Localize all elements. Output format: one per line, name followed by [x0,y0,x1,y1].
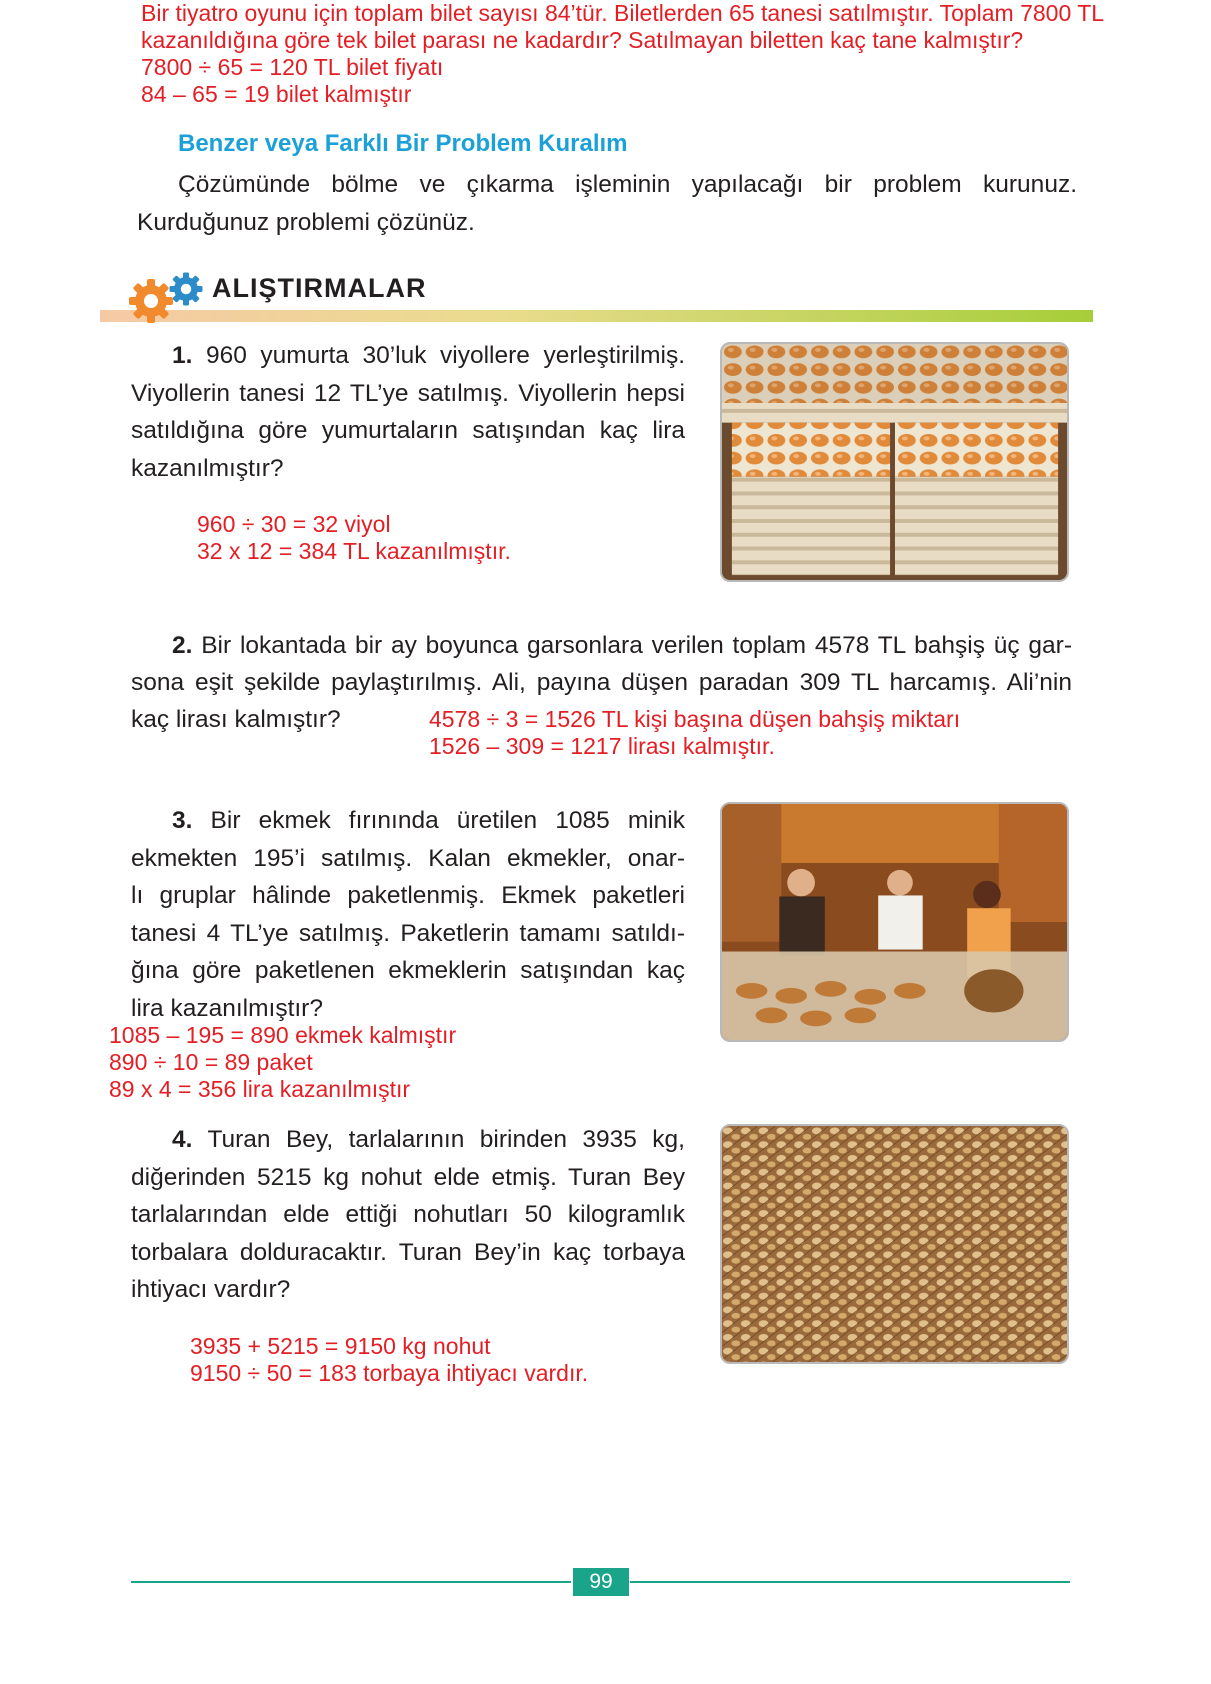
exercise-3-line-1: Bir ekmek fırınında üretilen 1085 minik [210,807,685,834]
exercise-1-question [131,337,685,487]
exercise-1-text: 960 yumurta 30’luk viyollere yerleştirilmiş. Viyollerin tanesi 12 TL’ye satılmış. Viyollerin hepsi satıldığına göre yumurtaların satışından kaç lira kazanılmıştır? [131,342,686,482]
exercise-1-answer-1: 960 ÷ 30 = 32 viyol [197,511,391,537]
exercise-3-answer-2: 890 ÷ 10 = 89 paket [109,1049,313,1075]
exercise-3-line-3: lı gruplar hâlinde paketlenmiş. Ekmek paketleri [131,882,685,909]
exercise-2-text-1: Bir lokantada bir ay boyunca garsonlara verilen toplam 4578 TL bahşiş üç gar- [201,632,1072,659]
footer-rule-left [131,1581,571,1583]
intro-line-2: kazanıldığına göre tek bilet parası ne kadardır? Satılmayan biletten kaç tane kalmıştır? [141,27,1024,53]
egg-trays-photo [720,342,1069,582]
exercise-3-line-2: ekmekten 195’i satılmış. Kalan ekmekler, onar- [131,844,685,872]
exercise-4-line-1: Turan Bey, tarlalarının birinden 3935 kg, [207,1126,685,1153]
exercise-3-line-5: ğına göre paketlenen ekmeklerin satışından kaç [131,957,685,984]
exercise-4-line-5: ihtiyacı vardır? [131,1276,291,1303]
exercise-3-number: 3. [172,807,193,834]
exercises-band [100,310,1093,322]
exercise-4-line-3: tarlalarından elde ettiği nohutları 50 kilogramlık [131,1201,685,1228]
exercise-2-answer-1: 4578 ÷ 3 = 1526 TL kişi başına düşen bahşiş miktarı [429,706,961,732]
section-text: Çözümünde bölme ve çıkarma işleminin yapılacağı bir problem kurunuz. Kurduğunuz problemi çözünüz. [137,171,1077,236]
exercise-3-line-4: tanesi 4 TL’ye satılmış. Paketlerin tamamı satıldı- [131,919,685,947]
exercise-1-number: 1. [172,342,193,369]
exercise-4-line-2: diğerinden 5215 kg nohut elde etmiş. Turan Bey [131,1163,685,1191]
exercise-3-line-6: lira kazanılmıştır? [131,994,323,1022]
page-number: 99 [573,1568,629,1596]
footer-rule-right [630,1581,1070,1583]
exercise-3-question [131,802,685,1027]
exercise-2-line-2: sona eşit şekilde paylaştırılmış. Ali, payına düşen paradan 309 TL harcamış. Ali’nin [131,669,1072,696]
exercise-3-answer-3: 89 x 4 = 356 lira kazanılmıştır [109,1076,411,1102]
gear-blue-icon [168,271,204,307]
exercise-1-answer-2: 32 x 12 = 384 TL kazanılmıştır. [197,538,511,564]
section-title: Benzer veya Farklı Bir Problem Kuralım [178,130,628,157]
exercise-2-line-3: kaç lirası kalmıştır? [131,706,341,733]
exercise-2-answer-2: 1526 – 309 = 1217 lirası kalmıştır. [429,733,775,759]
exercises-title: ALIŞTIRMALAR [212,273,427,303]
bakery-photo [720,802,1069,1042]
exercise-3-answer-1: 1085 – 195 = 890 ekmek kalmıştır [109,1022,457,1048]
exercise-4-line-4: torbalara dolduracaktır. Turan Bey’in kaç torbaya [131,1238,685,1266]
intro-line-1: Bir tiyatro oyunu için toplam bilet sayısı 84’tür. Biletlerden 65 tanesi satılmıştır. Toplam 7800 TL [141,0,1105,26]
exercise-2-line-1 [131,627,1072,665]
exercise-4-answer-2: 9150 ÷ 50 = 183 torbaya ihtiyacı vardır. [190,1360,589,1386]
exercise-4-answer-1: 3935 + 5215 = 9150 kg nohut [190,1333,491,1359]
exercise-4-question [131,1121,685,1309]
intro-line-3: 7800 ÷ 65 = 120 TL bilet fiyatı [141,54,444,80]
exercise-2-number: 2. [172,632,193,659]
exercise-4-number: 4. [172,1126,193,1153]
intro-line-4: 84 – 65 = 19 bilet kalmıştır [141,81,412,107]
chickpea-field-photo [720,1124,1069,1364]
